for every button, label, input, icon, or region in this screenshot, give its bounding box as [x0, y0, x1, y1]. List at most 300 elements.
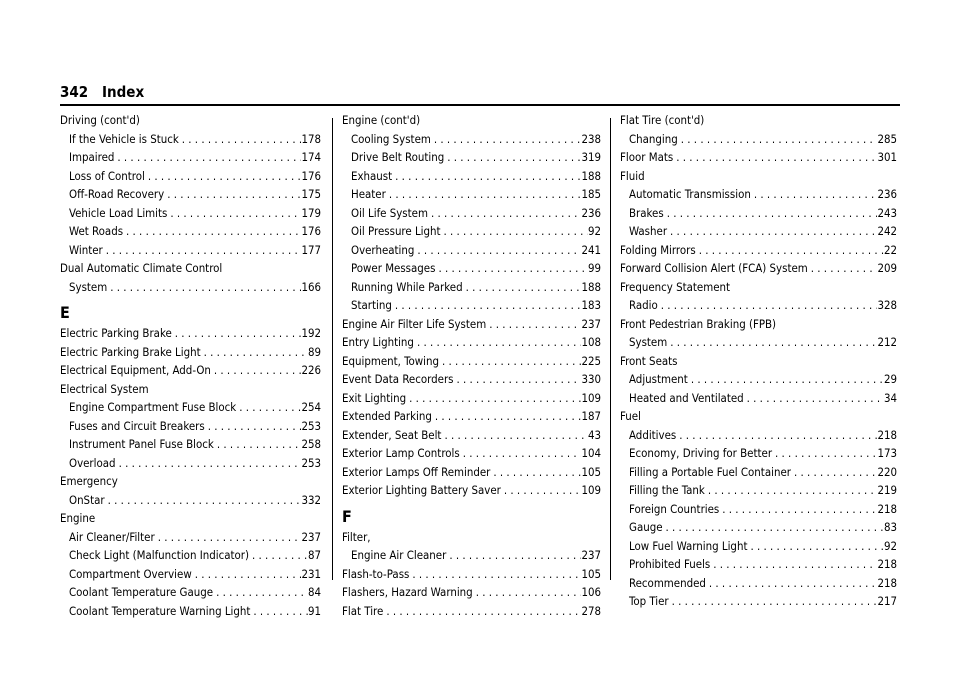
dot-leader: [386, 185, 582, 204]
index-entry: [342, 111, 601, 130]
entry-term: Equipment, Towing: [342, 353, 439, 368]
entry-term: Filling the Tank: [629, 483, 705, 497]
page-reference: 192: [301, 326, 321, 340]
dot-leader: [501, 481, 582, 500]
index-entry: [620, 315, 897, 334]
dot-leader: [444, 148, 581, 167]
index-subentry: [60, 417, 321, 436]
column-divider: [610, 118, 611, 580]
page-reference: 217: [877, 594, 897, 608]
entry-term: Filter,: [342, 529, 371, 544]
page-reference: 231: [301, 566, 321, 581]
page-reference: 285: [877, 131, 897, 146]
index-entry: [620, 352, 897, 371]
entry-term: Prohibited Fuels: [629, 557, 711, 571]
dot-leader: [751, 185, 878, 204]
dot-leader: [673, 148, 877, 167]
entry-term: Extender, Seat Belt: [342, 427, 442, 442]
page-reference: 236: [581, 205, 601, 220]
page-reference: 218: [877, 557, 897, 571]
index-subentry: [342, 296, 601, 315]
index-subentry: [620, 204, 897, 223]
entry-term: Filling a Portable Fuel Container: [629, 464, 791, 479]
page-header: [60, 80, 900, 107]
index-subentry: [60, 241, 321, 260]
dot-leader: [103, 241, 302, 260]
page-reference: 218: [877, 427, 897, 442]
index-entry: [342, 426, 601, 445]
dot-leader: [441, 222, 588, 241]
page-reference: 109: [581, 483, 601, 497]
page-reference: 253: [301, 455, 321, 470]
entry-term: Oil Pressure Light: [351, 224, 441, 238]
dot-leader: [710, 555, 877, 574]
dot-leader: [409, 565, 581, 584]
index-column-3: [620, 111, 897, 611]
entry-term: Folding Mirrors: [620, 242, 696, 257]
index-entry: [60, 111, 321, 130]
index-entry: [342, 370, 601, 389]
dot-leader: [696, 241, 884, 260]
index-subentry: [342, 278, 601, 297]
entry-term: Oil Life System: [351, 205, 428, 220]
page-number: 342: [60, 83, 89, 101]
page-reference: 236: [877, 187, 897, 201]
entry-term: Electric Parking Brake: [60, 326, 172, 340]
index-subentry: [60, 565, 321, 584]
entry-term: Event Data Recorders: [342, 372, 454, 386]
index-entry: [342, 463, 601, 482]
index-subentry: [620, 500, 897, 519]
index-column-2: [342, 111, 601, 620]
dot-leader: [383, 602, 581, 621]
dot-leader: [719, 500, 877, 519]
index-entry: [342, 389, 601, 408]
page-reference: 253: [301, 418, 321, 433]
dot-leader: [114, 148, 301, 167]
page-reference: 238: [581, 131, 601, 146]
page-reference: 219: [877, 483, 897, 497]
dot-leader: [747, 537, 883, 556]
dot-leader: [454, 370, 582, 389]
index-subentry: [620, 481, 897, 500]
entry-term: Washer: [629, 224, 668, 238]
page-reference: 187: [581, 409, 601, 423]
dot-leader: [250, 602, 308, 621]
entry-term: Cooling System: [351, 131, 431, 146]
dot-leader: [490, 463, 581, 482]
page-title: Index: [102, 83, 145, 101]
dot-leader: [772, 444, 877, 463]
entry-term: Automatic Transmission: [629, 187, 751, 201]
page-reference: 174: [301, 150, 321, 164]
index-subentry: [620, 370, 897, 389]
index-subentry: [60, 491, 321, 510]
page-reference: 226: [301, 363, 321, 377]
dot-leader: [667, 333, 877, 352]
index-entry: [620, 241, 897, 260]
index-subentry: [342, 546, 601, 565]
column-divider: [332, 118, 333, 580]
entry-term: Engine Air Cleaner: [351, 548, 447, 562]
dot-leader: [249, 546, 308, 565]
entry-term: Adjustment: [629, 372, 688, 386]
page-reference: 109: [581, 390, 601, 405]
entry-term: Engine Air Filter Life System: [342, 316, 487, 331]
dot-leader: [123, 222, 301, 241]
index-subentry: [620, 185, 897, 204]
entry-term: Power Messages: [351, 261, 436, 275]
entry-term: Winter: [69, 242, 103, 257]
index-entry: [620, 111, 897, 130]
dot-leader: [107, 278, 301, 297]
page-reference: 188: [581, 279, 601, 294]
dot-leader: [473, 583, 582, 602]
section-letter: E: [60, 303, 70, 322]
page-reference: 92: [587, 224, 601, 238]
entry-term: Check Light (Malfunction Indicator): [69, 548, 249, 562]
index-subentry: [60, 583, 321, 602]
page-reference: 237: [581, 548, 601, 562]
entry-term: Instrument Panel Fuse Block: [69, 437, 214, 451]
entry-term: Changing: [629, 131, 678, 146]
index-entry: [342, 352, 601, 371]
entry-term: Extended Parking: [342, 409, 432, 423]
page-reference: 218: [877, 575, 897, 590]
entry-term: Engine (cont'd): [342, 113, 421, 127]
index-subentry: [60, 454, 321, 473]
entry-list: [620, 111, 897, 611]
entry-term: Exterior Lamp Controls: [342, 446, 460, 460]
page-reference: 301: [877, 150, 897, 164]
index-entry: [60, 343, 321, 362]
entry-term: System: [69, 279, 108, 294]
index-subentry: [620, 574, 897, 593]
index-subentry: [620, 592, 897, 611]
index-subentry: [60, 222, 321, 241]
page-reference: 188: [581, 168, 601, 183]
dot-leader: [164, 185, 301, 204]
dot-leader: [744, 389, 884, 408]
entry-term: Starting: [351, 298, 392, 312]
page-reference: 108: [581, 335, 601, 349]
dot-leader: [705, 481, 878, 500]
entry-term: Off-Road Recovery: [69, 187, 165, 201]
dot-leader: [669, 592, 878, 611]
index-column-1: [60, 111, 321, 620]
index-entry: [60, 324, 321, 343]
index-subentry: [342, 259, 601, 278]
entry-term: Heater: [351, 187, 386, 201]
page-reference: 87: [307, 548, 321, 562]
dot-leader: [791, 463, 877, 482]
page-reference: 328: [877, 298, 897, 312]
index-subentry: [620, 389, 897, 408]
entry-term: If the Vehicle is Stuck: [69, 131, 179, 146]
entry-term: Exterior Lamps Off Reminder: [342, 464, 491, 479]
entry-term: Flat Tire: [342, 603, 384, 618]
dot-leader: [155, 528, 302, 547]
page-reference: 173: [877, 446, 897, 460]
page-reference: 254: [301, 400, 321, 414]
index-subentry: [620, 222, 897, 241]
index-entry: [342, 583, 601, 602]
index-subentry: [342, 167, 601, 186]
dot-leader: [236, 398, 301, 417]
entry-term: Flash-to-Pass: [342, 566, 410, 581]
entry-term: Coolant Temperature Gauge: [69, 585, 214, 599]
dot-leader: [105, 491, 302, 510]
header-rule: [60, 104, 900, 106]
page-reference: 92: [883, 538, 897, 553]
index-subentry: [342, 185, 601, 204]
page-reference: 166: [301, 279, 321, 294]
index-subentry: [620, 463, 897, 482]
dot-leader: [446, 546, 581, 565]
page-reference: 104: [581, 446, 601, 460]
entry-term: Forward Collision Alert (FCA) System: [620, 261, 808, 275]
index-entry: [342, 481, 601, 500]
page-reference: 105: [581, 464, 601, 479]
index-subentry: [620, 518, 897, 537]
index-entry: [620, 278, 897, 297]
dot-leader: [441, 426, 588, 445]
index-entry: [342, 333, 601, 352]
index-subentry: [620, 296, 897, 315]
page-reference: 218: [877, 501, 897, 516]
entry-term: Gauge: [629, 520, 663, 534]
page-reference: 22: [883, 242, 897, 257]
page-reference: 177: [301, 242, 321, 257]
entry-term: Floor Mats: [620, 150, 674, 164]
dot-leader: [428, 204, 581, 223]
page-reference: 176: [301, 168, 321, 183]
index-entry: [620, 259, 897, 278]
entry-term: Impaired: [69, 150, 115, 164]
page-reference: 237: [301, 529, 321, 544]
dot-leader: [172, 324, 302, 343]
entry-term: Low Fuel Warning Light: [629, 538, 748, 553]
page-reference: 178: [301, 131, 321, 146]
page-reference: 34: [883, 390, 897, 405]
index-subentry: [60, 167, 321, 186]
index-subentry: [60, 148, 321, 167]
page-reference: 258: [301, 437, 321, 451]
index-entry: [60, 472, 321, 491]
page-reference: 330: [581, 372, 601, 386]
dot-leader: [439, 352, 581, 371]
dot-leader: [205, 417, 302, 436]
page-reference: 175: [301, 187, 321, 201]
page-reference: 319: [581, 150, 601, 164]
index-subentry: [620, 444, 897, 463]
dot-leader: [432, 407, 582, 426]
entry-term: Front Pedestrian Braking (FPB): [620, 316, 777, 331]
page-reference: 29: [883, 372, 897, 386]
index-entry: [60, 509, 321, 528]
page-reference: 185: [581, 187, 601, 201]
index-subentry: [620, 130, 897, 149]
entry-term: Radio: [629, 298, 658, 312]
section-letter: F: [342, 506, 352, 526]
index-entry: [342, 444, 601, 463]
entry-term: Electrical System: [60, 381, 149, 396]
index-subentry: [342, 148, 601, 167]
page-reference: 176: [301, 224, 321, 238]
entry-term: Coolant Temperature Warning Light: [69, 603, 251, 618]
entry-term: Additives: [629, 427, 677, 442]
page-reference: 179: [301, 205, 321, 220]
entry-term: System: [629, 335, 668, 349]
dot-leader: [435, 259, 587, 278]
entry-term: Engine: [60, 511, 96, 525]
entry-term: Driving (cont'd): [60, 113, 140, 127]
dot-leader: [463, 278, 582, 297]
entry-term: Brakes: [629, 205, 664, 220]
entry-term: Fuses and Circuit Breakers: [69, 418, 205, 433]
page-reference: 209: [877, 261, 897, 275]
index-subentry: [620, 537, 897, 556]
dot-leader: [431, 130, 582, 149]
index-entry: [620, 407, 897, 426]
index-subentry: [60, 435, 321, 454]
entry-term: Air Cleaner/Filter: [69, 529, 155, 544]
index-subentry: [342, 204, 601, 223]
dot-leader: [808, 259, 878, 278]
entry-term: Entry Lighting: [342, 335, 414, 349]
index-subentry: [60, 204, 321, 223]
page-reference: 243: [877, 205, 897, 220]
entry-term: Vehicle Load Limits: [69, 205, 168, 220]
page-reference: 105: [581, 566, 601, 581]
index-subentry: [342, 241, 601, 260]
entry-term: Frequency Statement: [620, 279, 731, 294]
entry-term: Engine Compartment Fuse Block: [69, 400, 237, 414]
index-subentry: [60, 278, 321, 297]
entry-term: Overload: [69, 455, 116, 470]
index-subentry: [620, 333, 897, 352]
page-reference: 106: [581, 585, 601, 599]
index-entry: [60, 380, 321, 399]
index-entry: [342, 528, 601, 547]
page-reference: 212: [877, 335, 897, 349]
dot-leader: [167, 204, 301, 223]
dot-leader: [392, 296, 582, 315]
entry-list: [60, 111, 321, 620]
index-entry: [342, 602, 601, 621]
page-reference: 237: [581, 316, 601, 331]
entry-term: Emergency: [60, 474, 118, 488]
dot-leader: [406, 389, 581, 408]
entry-term: Heated and Ventilated: [629, 390, 744, 405]
index-subentry: [342, 222, 601, 241]
index-entry: [620, 167, 897, 186]
dot-leader: [676, 426, 877, 445]
entry-term: OnStar: [69, 492, 105, 507]
index-entry: [620, 148, 897, 167]
entry-term: Exhaust: [351, 168, 393, 183]
dot-leader: [658, 296, 878, 315]
dot-leader: [214, 435, 302, 454]
entry-term: Foreign Countries: [629, 501, 720, 516]
page-reference: 332: [301, 492, 321, 507]
page-reference: 89: [307, 344, 321, 359]
entry-term: Flat Tire (cont'd): [620, 113, 705, 127]
entry-term: Compartment Overview: [69, 566, 192, 581]
page-reference: 83: [883, 520, 897, 534]
index-entry: [342, 407, 601, 426]
index-subentry: [60, 185, 321, 204]
entry-term: Overheating: [351, 242, 415, 257]
index-subentry: [620, 426, 897, 445]
dot-leader: [201, 343, 308, 362]
index-entry: [60, 361, 321, 380]
index-subentry: [60, 602, 321, 621]
dot-leader: [667, 222, 877, 241]
index-subentry: [60, 546, 321, 565]
entry-term: Fuel: [620, 409, 641, 423]
dot-leader: [706, 574, 878, 593]
index-entry: [342, 565, 601, 584]
index-subentry: [60, 528, 321, 547]
entry-term: Drive Belt Routing: [351, 150, 445, 164]
dot-leader: [179, 130, 302, 149]
index-entry: [60, 259, 321, 278]
entry-term: Exit Lighting: [342, 390, 407, 405]
dot-leader: [145, 167, 302, 186]
dot-leader: [678, 130, 878, 149]
page-reference: 183: [581, 298, 601, 312]
index-subentry: [60, 398, 321, 417]
page-reference: 220: [877, 464, 897, 479]
index-subentry: [620, 555, 897, 574]
entry-term: Top Tier: [629, 594, 669, 608]
entry-term: Front Seats: [620, 353, 678, 368]
entry-term: Electric Parking Brake Light: [60, 344, 201, 359]
page-reference: 278: [581, 603, 601, 618]
entry-term: Economy, Driving for Better: [629, 446, 773, 460]
entry-term: Loss of Control: [69, 168, 145, 183]
entry-term: Wet Roads: [69, 224, 124, 238]
dot-leader: [414, 241, 581, 260]
dot-leader: [116, 454, 302, 473]
entry-term: Dual Automatic Climate Control: [60, 261, 223, 275]
entry-term: Flashers, Hazard Warning: [342, 585, 473, 599]
page-reference: 241: [581, 242, 601, 257]
dot-leader: [392, 167, 581, 186]
page-reference: 43: [587, 427, 601, 442]
entry-term: Fluid: [620, 168, 645, 183]
dot-leader: [486, 315, 581, 334]
entry-list: [342, 111, 601, 620]
dot-leader: [211, 361, 302, 380]
entry-term: Recommended: [629, 575, 706, 590]
dot-leader: [192, 565, 302, 584]
page-reference: 242: [877, 224, 897, 238]
entry-term: Running While Parked: [351, 279, 463, 294]
dot-leader: [688, 370, 884, 389]
index-subentry: [60, 130, 321, 149]
index-entry: [342, 315, 601, 334]
dot-leader: [663, 518, 884, 537]
page-reference: 84: [307, 585, 321, 599]
page-reference: 225: [581, 353, 601, 368]
dot-leader: [213, 583, 308, 602]
page-reference: 99: [587, 261, 601, 275]
dot-leader: [664, 204, 878, 223]
index-subentry: [342, 130, 601, 149]
entry-term: Electrical Equipment, Add-On: [60, 363, 211, 377]
